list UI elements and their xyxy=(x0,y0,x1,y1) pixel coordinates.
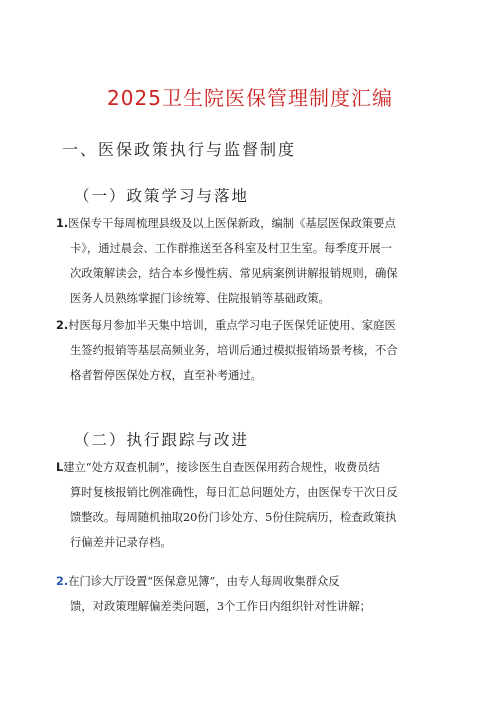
item-number: 2. xyxy=(56,319,69,332)
section-heading: 一、医保政策执行与监督制度 xyxy=(62,140,297,159)
paragraph-2-1 xyxy=(56,455,448,555)
paragraph-1-1 xyxy=(56,211,448,311)
paragraph-line: 2.在门诊大厅设置“医保意见簿”，由专人每周收集群众反 xyxy=(56,575,340,588)
paragraph-line: 行偏差并记录存档。 xyxy=(70,536,172,549)
paragraph-line: 生签约报销等基层高频业务，培训后通过模拟报销场景考核，不合 xyxy=(70,344,398,357)
paragraph-1-2 xyxy=(56,313,448,388)
document-title: 2025卫生院医保管理制度汇编 xyxy=(107,86,393,110)
subsection-heading-1: （一）政策学习与落地 xyxy=(74,187,250,205)
paragraph-2-2 xyxy=(56,569,448,619)
paragraph-line: 次政策解读会，结合本乡慢性病、常见病案例讲解报销规则，确保 xyxy=(70,267,398,280)
paragraph-line: 馈整改。每周随机抽取20份门诊处方、5份住院病历，检查政策执 xyxy=(70,511,397,524)
paragraph-line: 格者暂停医保处方权，直至补考通过。 xyxy=(70,369,263,382)
paragraph-line: 算时复核报销比例准确性，每日汇总问题处方，由医保专干次日反 xyxy=(70,486,398,499)
paragraph-line: 医务人员熟练掌握门诊统筹、住院报销等基础政策。 xyxy=(70,292,330,305)
paragraph-line: 2.村医每月参加半天集中培训，重点学习电子医保凭证使用、家庭医 xyxy=(56,319,396,332)
paragraph-line: 馈，对政策理解偏差类问题，3个工作日内组织针对性讲解； xyxy=(70,600,371,613)
paragraph-line: L建立“处方双查机制”，接诊医生自查医保用药合规性，收费员结 xyxy=(56,461,380,474)
paragraph-line: 1.医保专干每周梳理县级及以上医保新政，编制《基层医保政策要点 xyxy=(56,217,396,230)
item-number: 2. xyxy=(56,575,69,588)
subsection-heading-2: （二）执行跟踪与改进 xyxy=(74,431,250,449)
paragraph-line: 卡》，通过晨会、工作群推送至各科室及村卫生室。每季度开展一 xyxy=(70,242,392,255)
item-number: 1. xyxy=(56,217,69,230)
item-number: L xyxy=(56,461,64,474)
